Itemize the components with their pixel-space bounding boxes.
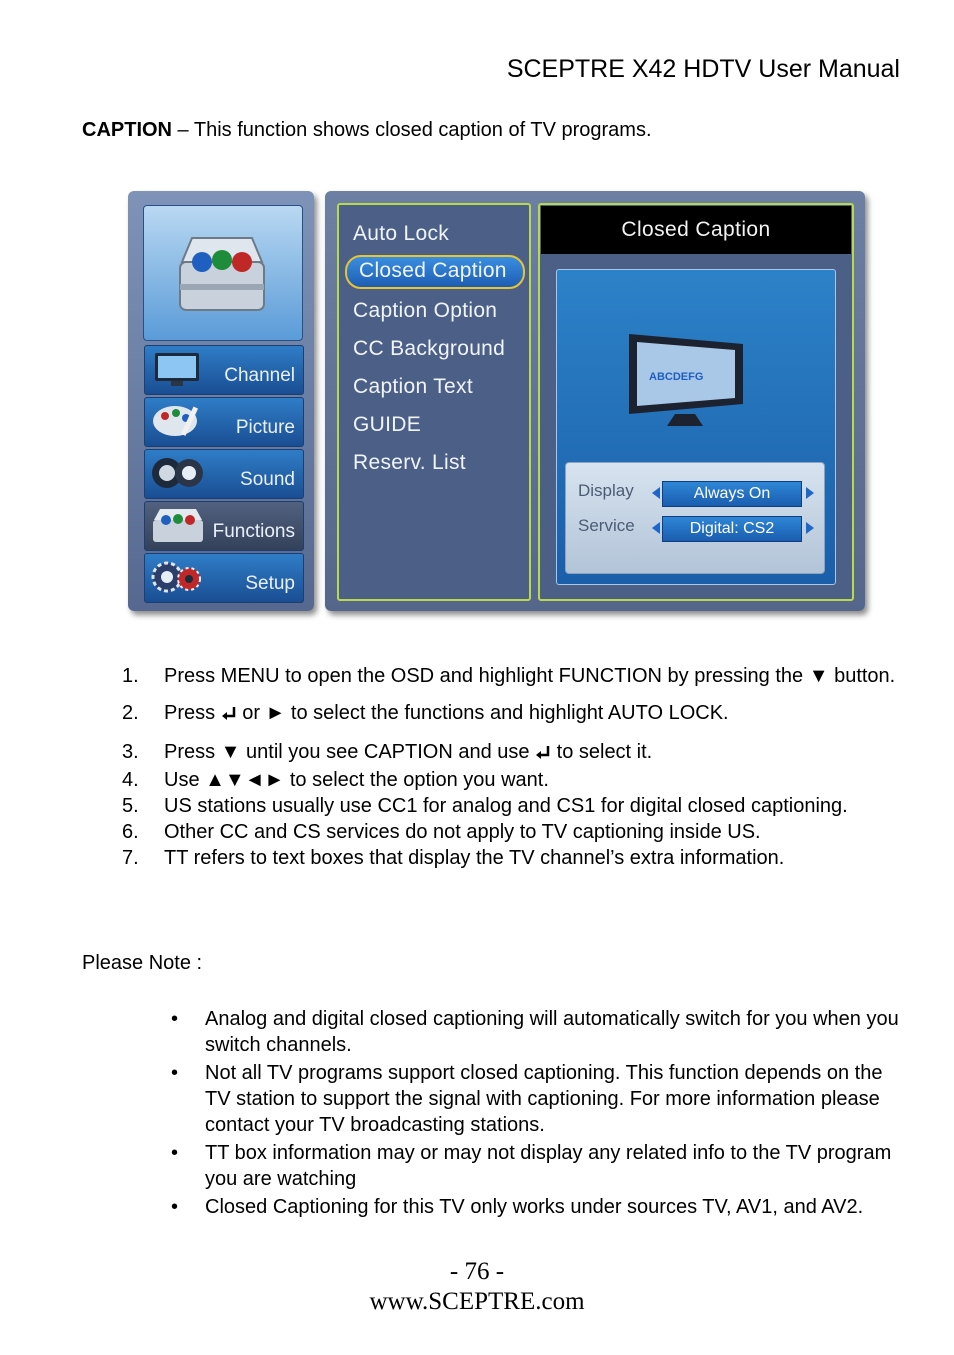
step-number: 5. [122,795,139,817]
side-item-channel[interactable] [144,345,304,395]
list-item [163,1060,903,1138]
side-item-label: Channel [224,365,295,386]
enter-key-icon [535,744,551,760]
menu-item-caption-text[interactable]: Caption Text [353,375,473,398]
toolbox-icon [149,506,205,544]
osd-menu-panel [325,191,865,611]
step-number: 2. [122,702,139,724]
menu-item-guide[interactable]: GUIDE [353,413,422,436]
intro-term: CAPTION [82,119,172,141]
list-item [122,767,902,793]
step-number: 4. [122,769,139,791]
speaker-icon [149,454,205,492]
detail-title: Closed Caption [541,206,851,254]
menu-item-auto-lock[interactable]: Auto Lock [353,222,450,245]
step-number: 7. [122,847,139,869]
list-item [122,700,902,726]
menu-item-cc-background[interactable]: CC Background [353,337,506,360]
bullet-icon: • [171,1142,179,1164]
list-item [122,819,902,845]
menu-item-closed-caption[interactable] [345,255,525,289]
menu-item-label: Closed Caption [359,259,507,282]
left-arrow-icon[interactable] [652,522,660,534]
intro-text: – This function shows closed caption of TV programs. [172,119,652,141]
side-item-label: Picture [235,417,295,438]
caption-options-box [565,462,825,574]
bullet-text: Closed Captioning for this TV only works under sources TV, AV1, and AV2. [205,1196,864,1218]
notes-list [163,1006,903,1220]
osd-category-panel [128,191,314,611]
right-arrow-icon[interactable] [806,522,814,534]
tv-channel-icon [149,350,205,388]
website-link[interactable]: www.SCEPTRE.com [369,1288,585,1315]
side-item-picture[interactable] [144,397,304,447]
display-value[interactable]: Always On [662,481,802,507]
step-number: 1. [122,665,139,687]
list-item [122,845,902,871]
side-item-sound[interactable] [144,449,304,499]
detail-body [556,269,836,585]
step-number: 6. [122,821,139,843]
step-text-post: or ► to select the functions and highlight AUTO LOCK. [236,702,729,724]
page-header: SCEPTRE X42 HDTV User Manual [506,55,900,83]
right-arrow-icon[interactable] [806,487,814,499]
bullet-icon: • [171,1196,179,1218]
menu-item-caption-option[interactable]: Caption Option [353,299,498,322]
side-item-label: Sound [240,469,295,490]
menu-item-reserv-list[interactable]: Reserv. List [353,451,466,474]
left-arrow-icon[interactable] [652,487,660,499]
list-item [163,1140,903,1192]
list-item [163,1006,903,1058]
side-item-setup[interactable] [144,553,304,603]
toolbox-icon [172,232,272,316]
step-text-pre: Press [164,702,221,724]
bullet-icon: • [171,1008,179,1030]
list-item [163,1194,903,1220]
page-number: - 76 - [449,1258,505,1285]
list-item [122,793,902,819]
enter-key-icon [221,705,237,721]
step-text: Use ▲▼◄► to select the option you want. [164,769,549,791]
steps-list [122,663,902,871]
step-text-pre: Press ▼ until you see CAPTION and use [164,741,536,763]
step-text: US stations usually use CC1 for analog and CS1 for digital closed captioning. [164,795,848,817]
intro-paragraph [82,119,652,142]
side-item-label: Setup [245,573,295,594]
tv-caption-icon [625,330,775,430]
bullet-text: Not all TV programs support closed captioning. This function depends on the TV station to support the signal with captioning. For more information please contact your TV broadcasting stations. [205,1062,883,1136]
list-item [122,663,902,689]
osd-menu-list [337,203,531,601]
step-number: 3. [122,741,139,763]
bullet-text: TT box information may or may not display any related info to the TV program you are watching [205,1142,892,1190]
bullet-text: Analog and digital closed captioning will automatically switch for you when you switch channels. [205,1008,899,1056]
gears-icon [149,558,205,596]
option-label-service: Service [578,516,635,535]
step-text: TT refers to text boxes that display the TV channel’s extra information. [164,847,785,869]
tv-caption-letters: ABCDEFG [649,371,704,383]
step-text: Press MENU to open the OSD and highlight FUNCTION by pressing the ▼ button. [164,665,896,687]
list-item [122,739,902,765]
step-text-post: to select it. [551,741,653,763]
note-heading: Please Note : [82,952,203,974]
bullet-icon: • [171,1062,179,1084]
functions-hero-image [143,205,303,341]
side-item-functions[interactable] [144,501,304,551]
closed-caption-detail [538,203,854,601]
side-item-label: Functions [212,521,295,542]
step-text: Other CC and CS services do not apply to TV captioning inside US. [164,821,761,843]
option-label-display: Display [578,481,634,500]
osd-screenshot [126,189,866,617]
paint-palette-icon [149,402,205,440]
service-value[interactable]: Digital: CS2 [662,516,802,542]
